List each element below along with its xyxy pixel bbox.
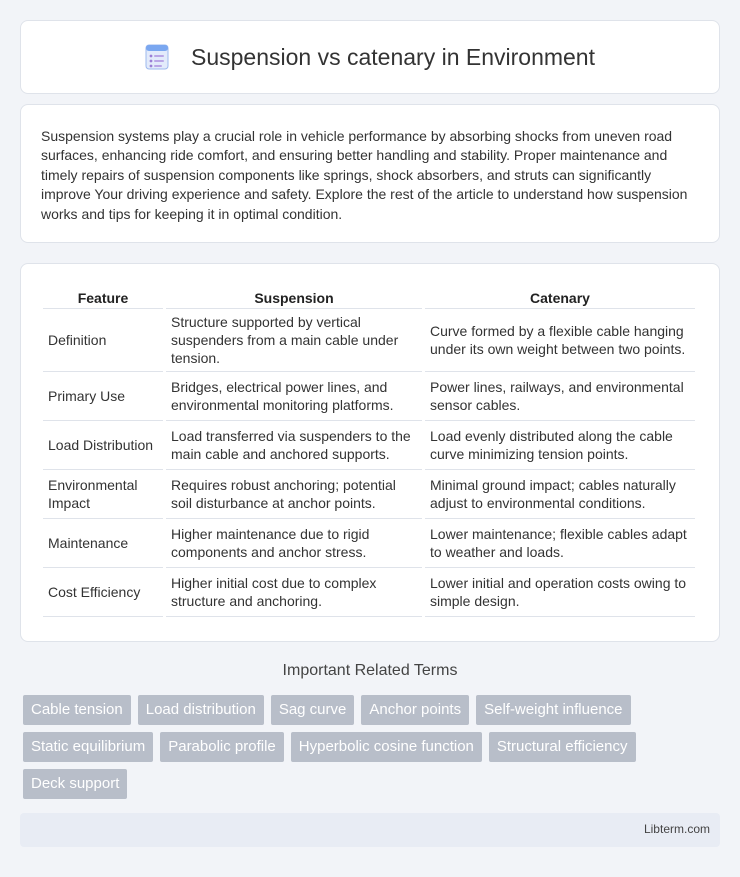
document-list-icon — [145, 44, 169, 70]
term-tag[interactable]: Anchor points — [361, 695, 469, 725]
table-row — [43, 470, 695, 519]
title-wrap — [145, 44, 595, 71]
row-feature: Cost Efficiency — [43, 568, 163, 617]
row-feature: Definition — [43, 309, 163, 372]
table-row — [43, 372, 695, 421]
row-catenary: Minimal ground impact; cables naturally adjust to environmental conditions. — [425, 470, 695, 519]
row-suspension: Higher maintenance due to rigid components and anchor stress. — [166, 519, 422, 568]
term-tag[interactable]: Static equilibrium — [23, 732, 153, 762]
row-feature: Primary Use — [43, 372, 163, 421]
row-catenary: Curve formed by a flexible cable hanging under its own weight between two points. — [425, 309, 695, 372]
table-row — [43, 568, 695, 617]
term-tag[interactable]: Deck support — [23, 769, 127, 799]
row-catenary: Load evenly distributed along the cable curve minimizing tension points. — [425, 421, 695, 470]
header-catenary: Catenary — [425, 284, 695, 309]
term-tag[interactable]: Structural efficiency — [489, 732, 636, 762]
intro-card — [20, 104, 720, 243]
table-row — [43, 309, 695, 372]
row-feature: Environmental Impact — [43, 470, 163, 519]
term-tag[interactable]: Parabolic profile — [160, 732, 284, 762]
term-tag[interactable]: Hyperbolic cosine function — [291, 732, 482, 762]
row-feature: Load Distribution — [43, 421, 163, 470]
row-catenary: Power lines, railways, and environmental sensor cables. — [425, 372, 695, 421]
page-title: Suspension vs catenary in Environment — [191, 43, 595, 70]
related-terms-list — [23, 695, 723, 799]
row-feature: Maintenance — [43, 519, 163, 568]
row-suspension: Structure supported by vertical suspenders from a main cable under tension. — [166, 309, 422, 372]
term-tag[interactable]: Self-weight influence — [476, 695, 630, 725]
header-feature: Feature — [43, 284, 163, 309]
table-row — [43, 421, 695, 470]
comparison-table — [40, 284, 698, 617]
related-terms-heading: Important Related Terms — [282, 662, 458, 679]
row-suspension: Load transferred via suspenders to the main cable and anchored supports. — [166, 421, 422, 470]
table-header-row — [43, 284, 695, 309]
term-tag[interactable]: Load distribution — [138, 695, 264, 725]
row-suspension: Bridges, electrical power lines, and environmental monitoring platforms. — [166, 372, 422, 421]
footer — [20, 813, 720, 847]
row-catenary: Lower maintenance; flexible cables adapt to weather and loads. — [425, 519, 695, 568]
term-tag[interactable]: Sag curve — [271, 695, 355, 725]
row-catenary: Lower initial and operation costs owing to simple design. — [425, 568, 695, 617]
header-suspension: Suspension — [166, 284, 422, 309]
footer-site-link[interactable]: Libterm.com — [643, 822, 710, 836]
intro-paragraph: Suspension systems play a crucial role in vehicle performance by absorbing shocks from uneven road surfaces, enhancing ride comfort, and ensuring better handling and stability. Proper maintenance and timely repairs of suspension components like springs, shock absorbers, and struts can significantly improve Your driving experience and safety. Explore the rest of the article to understand how suspension works and tips for keeping it in optimal condition. — [41, 128, 688, 222]
row-suspension: Requires robust anchoring; potential soil disturbance at anchor points. — [166, 470, 422, 519]
term-tag[interactable]: Cable tension — [23, 695, 131, 725]
row-suspension: Higher initial cost due to complex structure and anchoring. — [166, 568, 422, 617]
title-card — [20, 20, 720, 94]
comparison-card — [20, 263, 720, 642]
table-row — [43, 519, 695, 568]
